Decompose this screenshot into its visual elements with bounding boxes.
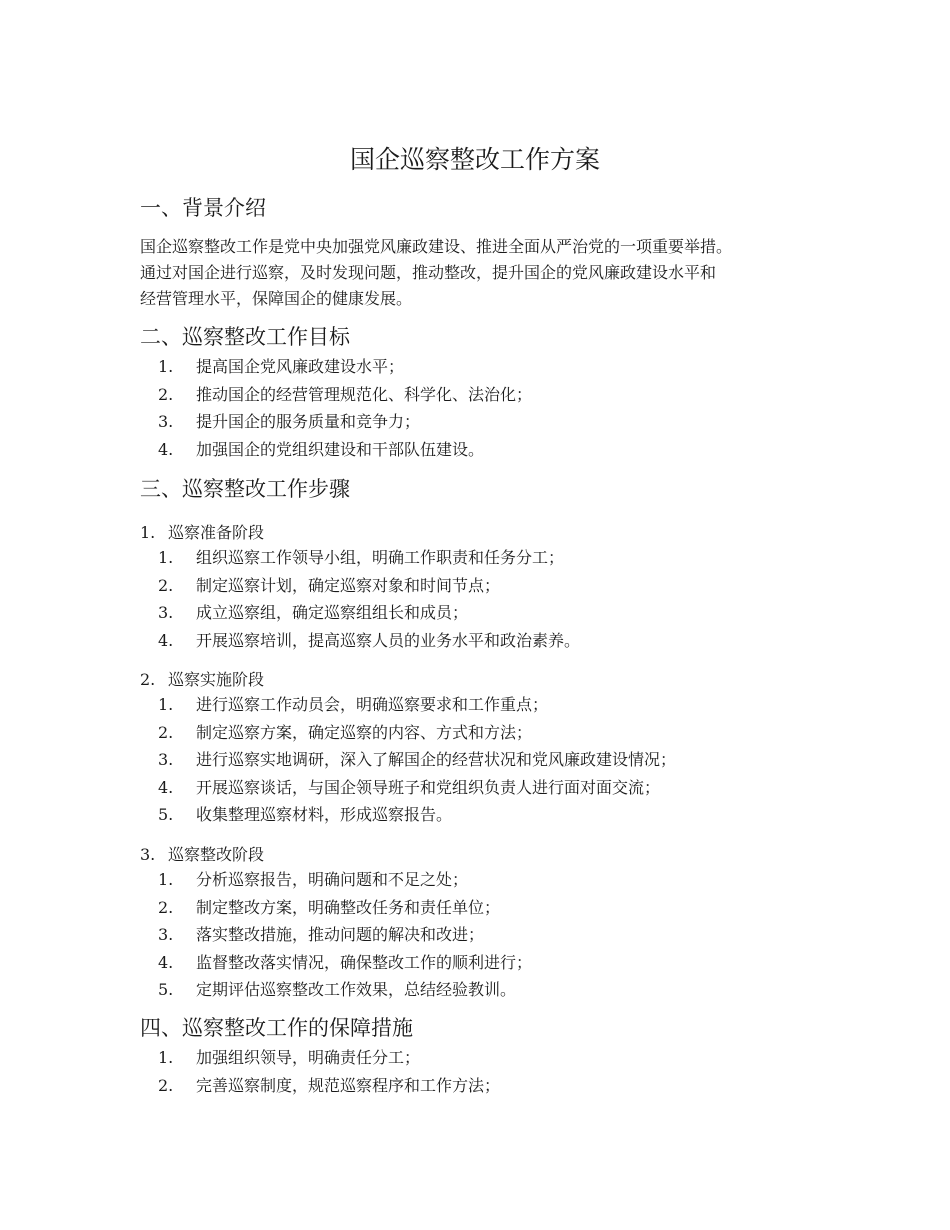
list-number: 5. (158, 805, 174, 824)
list-number: 4. (158, 952, 174, 972)
list-item (0, 922, 950, 950)
list-text: 制定整改方案，明确整改任务和责任单位； (196, 897, 501, 917)
list-number: 2. (158, 1075, 174, 1095)
list-item (0, 775, 950, 803)
list-number: 1. (158, 357, 174, 376)
list-text: 分析巡察报告，明确问题和不足之处； (196, 870, 469, 889)
list-text: 进行巡察工作动员会，明确巡察要求和工作重点； (196, 695, 549, 714)
goals-list (0, 354, 950, 464)
list-text: 组织巡察工作领导小组，明确工作职责和任务分工； (196, 548, 565, 567)
list-text: 定期评估巡察整改工作效果，总结经验教训。 (196, 980, 517, 999)
list-text: 推动国企的经营管理规范化、科学化、法治化； (196, 384, 533, 404)
list-text: 落实整改措施，推动问题的解决和改进； (196, 925, 485, 944)
stage-heading-rectification (140, 842, 264, 868)
list-text: 收集整理巡察材料，形成巡察报告。 (196, 805, 453, 824)
stage-number: 2. (140, 670, 156, 689)
list-item (0, 747, 950, 775)
list-item (0, 720, 950, 748)
rectification-list (0, 867, 950, 1005)
implementation-list (0, 692, 950, 830)
list-item (0, 545, 950, 573)
list-number: 4. (158, 439, 174, 459)
safeguards-list (0, 1045, 950, 1100)
list-number: 1. (158, 1048, 174, 1067)
paragraph-line: 通过对国企进行巡察，及时发现问题，推动整改，提升国企的党风廉政建设水平和 (140, 263, 717, 282)
paragraph-line: 国企巡察整改工作是党中央加强党风廉政建设、推进全面从严治党的一项重要举措。 (140, 237, 733, 256)
list-item (0, 628, 950, 656)
list-item (0, 867, 950, 895)
list-text: 制定巡察方案，确定巡察的内容、方式和方法； (196, 722, 533, 742)
list-number: 3. (158, 925, 174, 944)
list-number: 3. (158, 603, 174, 622)
list-text: 开展巡察培训，提高巡察人员的业务水平和政治素养。 (196, 630, 581, 650)
stage-number: 1. (140, 523, 156, 542)
list-item (0, 692, 950, 720)
list-number: 4. (158, 777, 174, 797)
section-heading-safeguards: 四、巡察整改工作的保障措施 (140, 1016, 413, 1040)
list-number: 2. (158, 384, 174, 404)
list-number: 5. (158, 980, 174, 999)
list-text: 加强国企的党组织建设和干部队伍建设。 (196, 439, 485, 459)
list-item (0, 895, 950, 923)
list-text: 监督整改落实情况，确保整改工作的顺利进行； (196, 952, 533, 972)
list-text: 进行巡察实地调研，深入了解国企的经营状况和党风廉政建设情况； (196, 750, 677, 769)
list-text: 提高国企党风廉政建设水平； (196, 357, 405, 376)
list-item (0, 950, 950, 978)
section-heading-background: 一、背景介绍 (140, 196, 266, 220)
list-number: 2. (158, 897, 174, 917)
list-text: 加强组织领导，明确责任分工； (196, 1048, 421, 1067)
stage-heading-implementation (140, 667, 264, 693)
list-item (0, 1045, 950, 1073)
list-item (0, 573, 950, 601)
list-item (0, 354, 950, 382)
list-text: 完善巡察制度，规范巡察程序和工作方法； (196, 1075, 501, 1095)
list-text: 制定巡察计划，确定巡察对象和时间节点； (196, 575, 501, 595)
document-title: 国企巡察整改工作方案 (349, 145, 600, 174)
list-number: 2. (158, 575, 174, 595)
paragraph-line: 经营管理水平，保障国企的健康发展。 (140, 289, 413, 308)
list-item (0, 1073, 950, 1101)
list-item (0, 977, 950, 1005)
list-text: 开展巡察谈话，与国企领导班子和党组织负责人进行面对面交流； (196, 777, 661, 797)
list-number: 3. (158, 750, 174, 769)
list-number: 1. (158, 695, 174, 714)
list-text: 提升国企的服务质量和竞争力； (196, 412, 421, 431)
list-item (0, 382, 950, 410)
stage-heading-preparation (140, 520, 264, 546)
stage-number: 3. (140, 845, 156, 864)
section-heading-goals: 二、巡察整改工作目标 (140, 325, 350, 349)
stage-title: 巡察实施阶段 (168, 670, 265, 689)
list-item (0, 600, 950, 628)
section-heading-steps: 三、巡察整改工作步骤 (140, 477, 350, 501)
list-item (0, 437, 950, 465)
list-number: 1. (158, 548, 174, 567)
stage-title: 巡察准备阶段 (168, 523, 265, 542)
list-number: 4. (158, 630, 174, 650)
list-item (0, 409, 950, 437)
list-number: 1. (158, 870, 174, 889)
list-number: 2. (158, 722, 174, 742)
stage-title: 巡察整改阶段 (168, 845, 265, 864)
list-item (0, 802, 950, 830)
list-text: 成立巡察组，确定巡察组组长和成员； (196, 603, 469, 622)
list-number: 3. (158, 412, 174, 431)
preparation-list (0, 545, 950, 655)
